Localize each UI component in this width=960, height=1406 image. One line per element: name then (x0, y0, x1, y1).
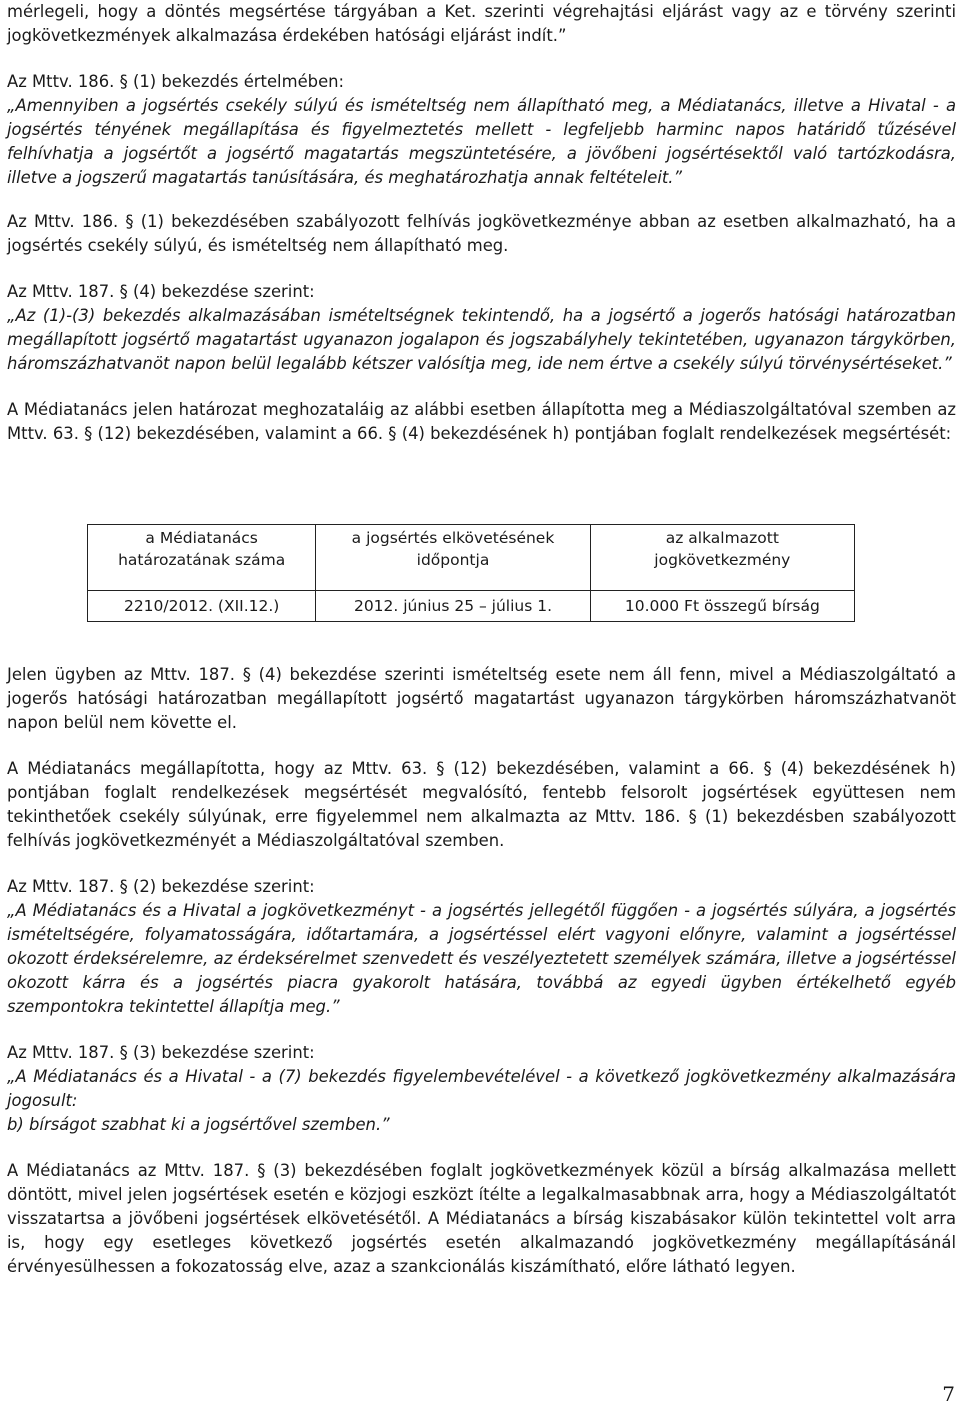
table-header-cell: a jogsértés elkövetésének időpontja (316, 525, 590, 591)
page-number: 7 (942, 1382, 955, 1406)
paragraph-not-minor: A Médiatanács megállapította, hogy az Mttv. 63. § (12) bekezdésében, valamint a 66. § (4) bekezdésének h) pontjában foglalt rendelkezések megsértését megvalósító, fentebb felsorolt jogsértések együttesen nem tekinthetőek csekély súlyúnak, erre figyelemmel nem alkalmazta az Mttv. 186. § (1) bekezdésben szabályozott felhívás jogkövetkezményét a Médiaszolgáltatóval szemben. (7, 759, 956, 850)
violations-table (87, 524, 855, 622)
quote-187-4: „Az (1)-(3) bekezdés alkalmazásában ismételtségnek tekintendő, ha a jogsértő a jogerős hatósági határozatban megállapított jogsértő magatartást ugyanazon jogalapon és jogszabályhely tekintetében, ugyanazon tárgykörben, háromszázhatvanöt napon belül legalább kétszer valósítja meg, ide nem értve a csekély súlyú törvénysértéseket.” (7, 306, 956, 373)
paragraph-ref-187-2: Az Mttv. 187. § (2) bekezdése szerint: (7, 877, 315, 896)
table-cell-sanction: 10.000 Ft összegű bírság (590, 591, 854, 622)
table-header-cell: az alkalmazott jogkövetkezmény (590, 525, 854, 591)
paragraph-ref-187-3: Az Mttv. 187. § (3) bekezdése szerint: (7, 1043, 315, 1062)
quote-187-2: „A Médiatanács és a Hivatal a jogkövetkezményt - a jogsértés jellegétől függően - a jogsértés súlyára, a jogsértés ismételtségére, folyamatosságára, időtartamára, a jogsértéssel elért vagyoni előnyre, valamint a jogsértéssel okozott érdeksérelemre, az érdeksérelmet szenvedett és veszélyeztetett személyek számára, illetve a jogsértéssel okozott kárra és a jogsértés piacra gyakorolt hatására, továbbá az egyedi ügyben értékelhető egyéb szempontokra tekintettel állapítja meg.” (7, 901, 956, 1016)
paragraph-ref-186-1: Az Mttv. 186. § (1) bekezdés értelmében: (7, 72, 345, 91)
paragraph-fine-decision: A Médiatanács az Mttv. 187. § (3) bekezdésében foglalt jogkövetkezmények közül a bírság alkalmazása mellett döntött, mivel jelen jogsértések esetén e közjogi eszközt ítélte a legalkalmasabbnak arra, hogy a Médiaszolgáltatót visszatartsa a jövőbeni jogsértések elkövetésétől. A Médiatanács a bírság kiszabásakor külön tekintettel volt arra is, hogy egy esetleges következő jogsértés esetén alkalmazandó jogkövetkezmény megállapításánál érvényesülhessen a fokozatosság elve, azaz a szankcionálás kiszámítható, előre látható legyen. (7, 1161, 956, 1276)
quote-186-1: „Amennyiben a jogsértés csekély súlyú és ismételtség nem állapítható meg, a Médiatanács, illetve a Hivatal - a jogsértés tényének megállapítása és figyelmeztetés mellett - legfeljebb harminc napos határidő tűzésével felhívhatja a jogsértőt a jogsértő magatartás megszüntetésére, a jövőbeni jogsértésektől való tartózkodásra, illetve a jogszerű magatartás tanúsítására, és meghatározhatja annak feltételeit.” (7, 96, 956, 187)
paragraph-previous-violations: A Médiatanács jelen határozat meghozataláig az alábbi esetben állapította meg a Médiaszolgáltatóval szemben az Mttv. 63. § (12) bekezdésében, valamint a 66. § (4) bekezdésének h) pontjában foglalt rendelkezések megsértését: (7, 400, 956, 443)
table-cell-violation-date: 2012. június 25 – július 1. (316, 591, 590, 622)
paragraph-ref-187-4: Az Mttv. 187. § (4) bekezdése szerint: (7, 282, 315, 301)
table-row (88, 591, 855, 622)
table-cell-decision-number: 2210/2012. (XII.12.) (88, 591, 316, 622)
document-page (7, 0, 956, 446)
document-page-lower (7, 663, 956, 1279)
paragraph-continued: mérlegeli, hogy a döntés megsértése tárgyában a Ket. szerinti végrehajtási eljárást vagy az e törvény szerinti jogkövetkezmények alkalmazása érdekében hatósági eljárást indít.” (7, 2, 956, 45)
table-header-cell: a Médiatanács határozatának száma (88, 525, 316, 591)
paragraph-no-repetition: Jelen ügyben az Mttv. 187. § (4) bekezdése szerinti ismételtség esete nem áll fenn, mivel a Médiaszolgáltató a jogerős hatósági határozatban megállapított jogsértő magatartást ugyanazon tárgykörben háromszázhatvanöt napon belül nem követte el. (7, 665, 956, 732)
quote-187-3-intro: „A Médiatanács és a Hivatal - a (7) bekezdés figyelembevételével - a következő jogkövetkezmény alkalmazására jogosult: (7, 1067, 956, 1110)
table-header-row (88, 525, 855, 591)
paragraph-186-1-explanation: Az Mttv. 186. § (1) bekezdésében szabályozott felhívás jogkövetkezménye abban az esetben alkalmazható, ha a jogsértés csekély súlyú, és ismételtség nem állapítható meg. (7, 212, 956, 255)
quote-187-3-point-b: b) bírságot szabhat ki a jogsértővel szemben.” (7, 1115, 390, 1134)
